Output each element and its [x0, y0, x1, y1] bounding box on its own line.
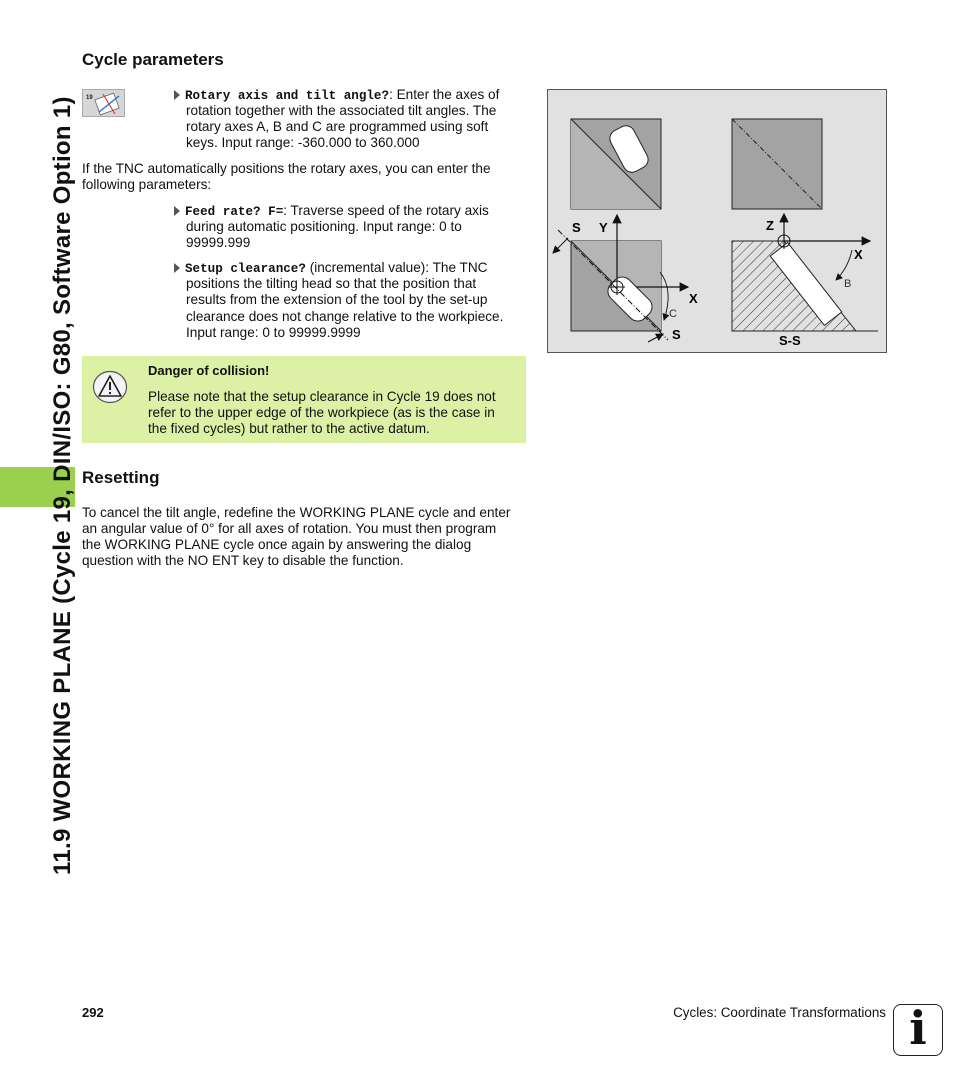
top-left-view [571, 119, 661, 209]
setup-param-line2: positions the tilting head so that the position that [186, 276, 477, 291]
tilt-diagram [547, 89, 887, 353]
intro-line2: following parameters: [82, 177, 212, 192]
cycle-19-softkey-icon [82, 89, 125, 117]
cycle-19-icon-label: 19 [86, 95, 93, 101]
bullet-arrow-icon [174, 90, 180, 100]
intro-line1: If the TNC automatically positions the rotary axes, you can enter the [82, 161, 491, 176]
resetting-heading: Resetting [82, 468, 160, 487]
label-x-left: X [689, 291, 698, 306]
setup-param-line5: Input range: 0 to 99999.9999 [186, 325, 361, 340]
collision-warning-box [82, 356, 526, 443]
feed-param-line2: during automatic positioning. Input range: 0 to [186, 219, 462, 234]
feed-text: : Traverse speed of the rotary axis [283, 203, 489, 218]
page-number: 292 [82, 1005, 104, 1020]
setup-param-line4: clearance does not change relative to the workpiece. [186, 309, 504, 324]
tilt-diagram-svg [548, 90, 886, 352]
resetting-line4: question with the NO ENT key to disable the function. [82, 553, 404, 568]
feed-param-line3: 99999.999 [186, 235, 251, 250]
feed-param-line1 [185, 203, 489, 220]
info-glyph: i [909, 1001, 927, 1055]
info-icon [893, 1001, 943, 1056]
label-b: B [844, 278, 852, 290]
resetting-line3: the WORKING PLANE cycle once again by answering the dialog [82, 537, 472, 552]
rotary-param-line3: rotary axes A, B and C are programmed using soft [186, 119, 489, 134]
setup-prompt: Setup clearance? [185, 262, 306, 276]
cycle-parameters-heading: Cycle parameters [82, 50, 224, 69]
warning-line1: Please note that the setup clearance in Cycle 19 does not [148, 389, 496, 404]
side-title-bar [0, 0, 75, 900]
setup-text: (incremental value): The TNC [305, 260, 488, 275]
rotary-text: : Enter the axes of [389, 87, 500, 102]
label-ss: S-S [779, 333, 801, 348]
bottom-right-view [732, 214, 878, 348]
label-s-top: S [572, 220, 581, 235]
bottom-left-view [553, 215, 698, 342]
top-right-view [732, 119, 822, 209]
warning-line3: the fixed cycles) but rather to the active datum. [148, 421, 430, 436]
setup-param-line1 [185, 260, 488, 277]
label-x-right: X [854, 247, 863, 262]
resetting-line1: To cancel the tilt angle, redefine the WORKING PLANE cycle and enter [82, 505, 511, 520]
warning-title: Danger of collision! [148, 363, 270, 378]
warning-triangle-icon [92, 370, 128, 404]
chapter-title: Cycles: Coordinate Transformations [673, 1005, 886, 1020]
resetting-line2: an angular value of 0° for all axes of rotation. You must then program [82, 521, 497, 536]
bullet-arrow-icon [174, 206, 180, 216]
rotary-prompt: Rotary axis and tilt angle? [185, 89, 390, 103]
bullet-arrow-icon [174, 263, 180, 273]
rotary-param-line1 [185, 87, 499, 104]
side-title: 11.9 WORKING PLANE (Cycle 19, DIN/ISO: G80, Software Option 1) [49, 96, 76, 875]
label-y: Y [599, 220, 608, 235]
setup-param-line3: results from the extension of the tool by the set-up [186, 292, 488, 307]
feed-prompt: Feed rate? F= [185, 205, 284, 219]
rotary-param-line2: rotation together with the associated tilt angles. The [186, 103, 497, 118]
label-z: Z [766, 218, 774, 233]
rotary-param-line4: keys. Input range: -360.000 to 360.000 [186, 135, 420, 150]
label-c: C [669, 308, 677, 320]
label-s-bottom: S [672, 327, 681, 342]
warning-line2: refer to the upper edge of the workpiece (as is the case in [148, 405, 495, 420]
